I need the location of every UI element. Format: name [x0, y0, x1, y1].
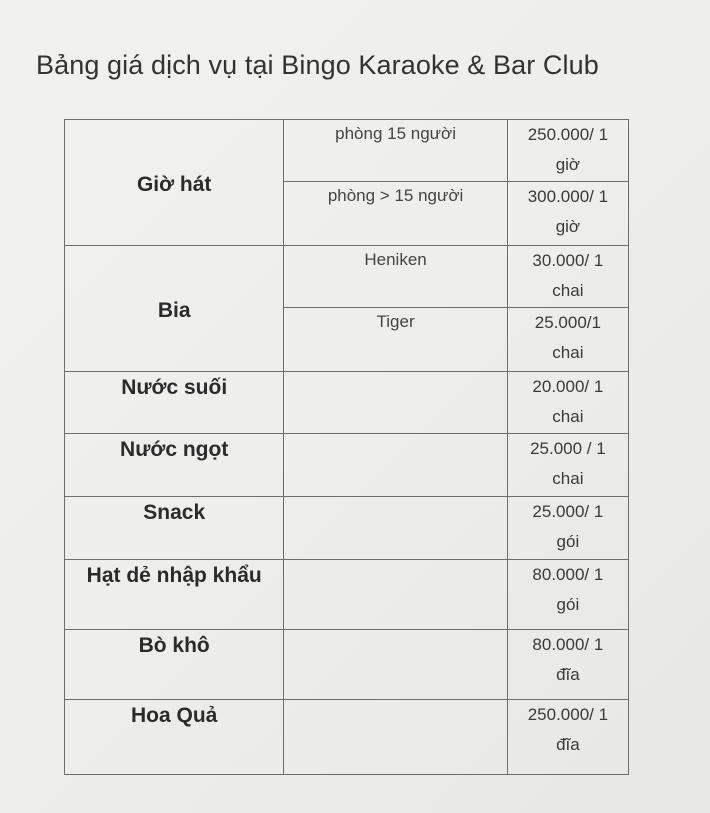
table-row: [65, 497, 629, 560]
category-cell-bo-kho: [65, 630, 284, 700]
price-value: 250.000/ 1: [527, 705, 609, 724]
item-cell-empty: [284, 700, 507, 775]
item-cell-empty: [284, 497, 507, 560]
item-cell: [284, 246, 507, 308]
category-cell-snack: [65, 497, 284, 560]
price-cell: [507, 630, 628, 700]
price-value: 30.000/ 1: [532, 251, 604, 270]
item-cell: [284, 308, 507, 372]
category-label: Bò khô: [138, 634, 210, 657]
table-row: [65, 246, 629, 308]
price-cell: [507, 120, 628, 182]
category-cell-nuoc-suoi: [65, 372, 284, 434]
category-label: Snack: [143, 501, 206, 524]
price-unit: chai: [552, 343, 584, 362]
table-row: [65, 120, 629, 182]
price-unit: giờ: [555, 155, 581, 174]
price-cell: [507, 308, 628, 372]
category-cell-nuoc-ngot: [65, 434, 284, 497]
price-value: 80.000/ 1: [532, 635, 604, 654]
category-cell-hoa-qua: [65, 700, 284, 775]
table-row: [65, 560, 629, 630]
price-unit: đĩa: [556, 665, 580, 684]
price-value: 80.000/ 1: [532, 565, 604, 584]
price-unit: chai: [552, 407, 584, 426]
price-unit: gói: [556, 532, 580, 551]
price-unit: giờ: [555, 217, 581, 236]
price-cell: [507, 560, 628, 630]
price-unit: gói: [556, 595, 580, 614]
item-label: Heniken: [364, 250, 427, 269]
item-label: phòng > 15 người: [327, 186, 464, 205]
item-cell-empty: [284, 372, 507, 434]
item-label: phòng 15 người: [335, 124, 456, 143]
item-cell-empty: [284, 434, 507, 497]
category-label: Hoa Quả: [131, 704, 218, 727]
price-value: 25.000/1: [534, 313, 601, 332]
price-value: 20.000/ 1: [532, 377, 604, 396]
category-cell-bia: [65, 246, 284, 372]
price-cell: [507, 246, 628, 308]
price-unit: đĩa: [556, 735, 580, 754]
price-cell: [507, 182, 628, 246]
category-cell-hat-de: [65, 560, 284, 630]
item-cell-empty: [284, 560, 507, 630]
price-table: [64, 119, 629, 775]
category-label: Giờ hát: [136, 172, 212, 196]
document-title: Bảng giá dịch vụ tại Bingo Karaoke & Bar Club: [36, 50, 599, 80]
price-value: 300.000/ 1: [527, 187, 609, 206]
price-cell: [507, 700, 628, 775]
table-row: [65, 700, 629, 775]
item-cell: [284, 182, 507, 246]
price-cell: [507, 497, 628, 560]
table-row: [65, 630, 629, 700]
item-cell: [284, 120, 507, 182]
category-label: Nước suối: [121, 376, 228, 399]
category-label: Bia: [157, 298, 191, 322]
category-label: Hạt dẻ nhập khẩu: [86, 564, 262, 587]
price-unit: chai: [552, 281, 584, 300]
price-cell: [507, 372, 628, 434]
price-unit: chai: [552, 469, 584, 488]
item-cell-empty: [284, 630, 507, 700]
price-value: 250.000/ 1: [527, 125, 609, 144]
price-value: 25.000 / 1: [530, 439, 606, 458]
price-cell: [507, 434, 628, 497]
table-row: [65, 372, 629, 434]
table-row: [65, 434, 629, 497]
category-cell-gio-hat: [65, 120, 284, 246]
price-value: 25.000/ 1: [532, 502, 604, 521]
category-label: Nước ngọt: [120, 438, 229, 461]
item-label: Tiger: [376, 312, 415, 331]
